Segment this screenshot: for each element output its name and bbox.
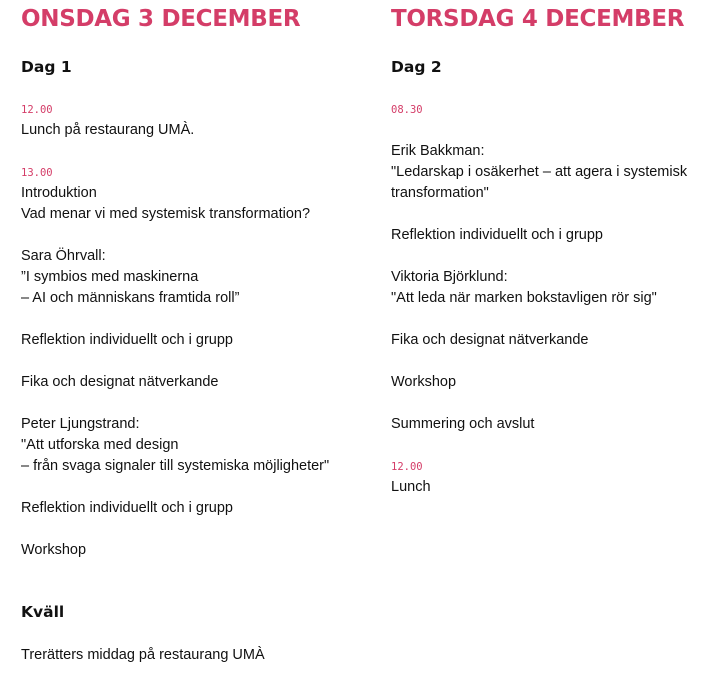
schedule-text: Workshop (391, 374, 457, 390)
evening-text: Trerätters middag på restaurang UMÀ (21, 647, 265, 663)
speaker-name: Peter Ljungstrand: (21, 416, 140, 432)
schedule-text: Fika och designat nätverkande (391, 332, 589, 348)
schedule-text: Lunch (391, 479, 431, 495)
schedule-text: Reflektion individuellt och i grupp (391, 227, 603, 243)
talk-title: – från svaga signaler till systemiska möjligheter" (21, 458, 330, 474)
talk-title: "Ledarskap i osäkerhet – att agera i systemisk (391, 164, 688, 180)
schedule-text: Workshop (21, 542, 87, 558)
talk-title: ”I symbios med maskinerna (21, 269, 199, 285)
talk-title: transformation" (391, 185, 489, 201)
talk-title: "Att leda när marken bokstavligen rör sig" (391, 290, 657, 306)
schedule-text: Reflektion individuellt och i grupp (21, 332, 233, 348)
day-2-label: Dag 2 (391, 58, 442, 76)
day-2-date-heading: TORSDAG 4 DECEMBER (391, 6, 685, 32)
schedule-time: 13.00 (21, 167, 53, 179)
schedule-text: Fika och designat nätverkande (21, 374, 219, 390)
schedule-time: 12.00 (391, 461, 423, 473)
speaker-name: Viktoria Björklund: (391, 269, 508, 285)
talk-title: – AI och människans framtida roll” (21, 290, 240, 306)
talk-title: "Att utforska med design (21, 437, 179, 453)
schedule-time: 08.30 (391, 104, 423, 116)
day-1-label: Dag 1 (21, 58, 72, 76)
schedule-text: Summering och avslut (391, 416, 535, 432)
speaker-name: Erik Bakkman: (391, 143, 485, 159)
evening-label: Kväll (21, 603, 65, 621)
schedule-time: 12.00 (21, 104, 53, 116)
schedule-text: Reflektion individuellt och i grupp (21, 500, 233, 516)
schedule-text: Introduktion (21, 185, 97, 201)
schedule-text: Lunch på restaurang UMÀ. (21, 122, 195, 138)
day-1-date-heading: ONSDAG 3 DECEMBER (21, 6, 301, 32)
schedule-text: Vad menar vi med systemisk transformation? (21, 206, 311, 222)
speaker-name: Sara Öhrvall: (21, 248, 106, 264)
